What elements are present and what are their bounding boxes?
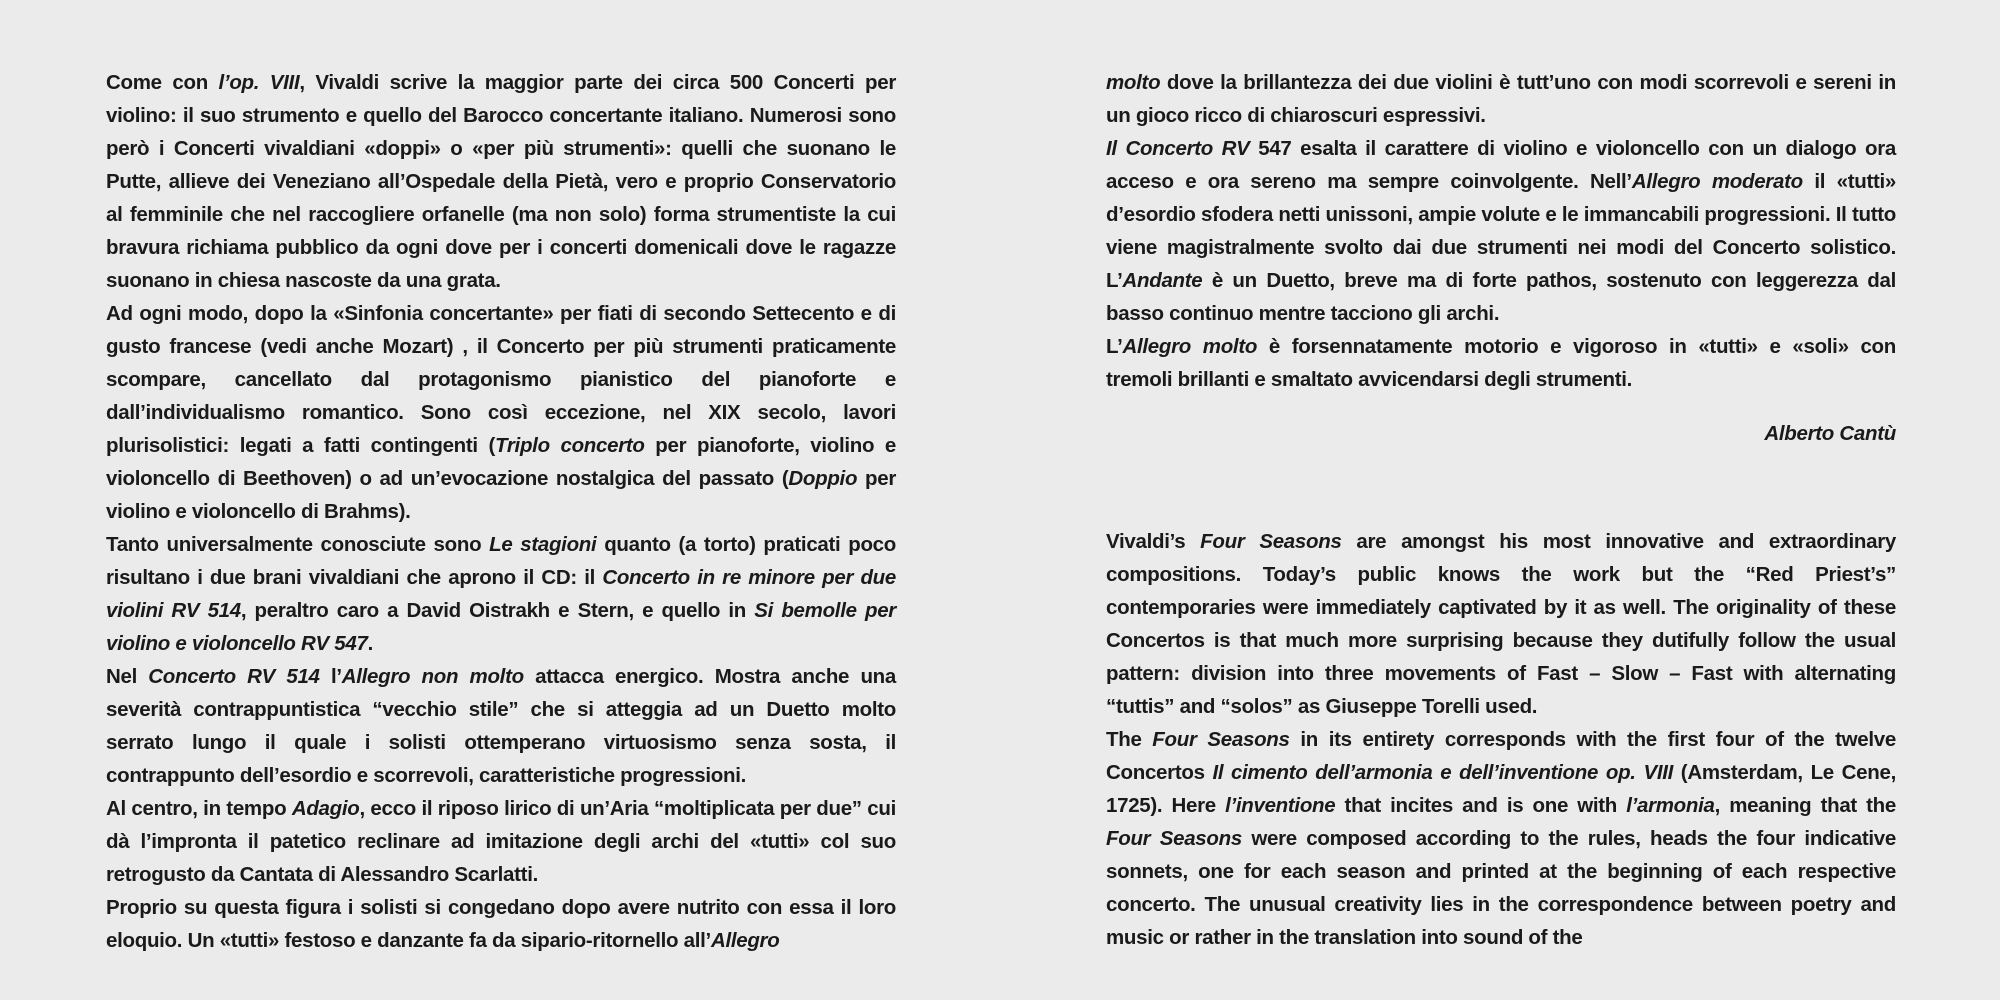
italic-text-run: Allegro non molto [341, 665, 524, 688]
text-run: è un Duetto, breve ma di forte pathos, sostenuto con leggerezza dal basso continuo mentre tacciono gli archi. [1106, 269, 1896, 325]
text-run: were composed according to the rules, heads the four indicative sonnets, one for each season and printed at the beginning of each respective concerto. The unusual creativity lies in the correspondence between poetry and music or rather in the translation into sound of the [1106, 827, 1896, 949]
text-run: in its entirety corresponds with the first four of the twelve Concertos [1106, 728, 1896, 784]
italic-text-run: Allegro [710, 929, 780, 952]
italic-text-run: Four Seasons [1200, 530, 1342, 553]
paragraph [106, 660, 896, 792]
text-run: per violino e violoncello di Brahms). [106, 467, 896, 523]
paragraph [106, 891, 896, 957]
text-run: Ad ogni modo, dopo la «Sinfonia concertante» per fiati di secondo Settecento e di gusto francese (vedi anche Mozart) , il Concerto per più strumenti praticamente scompare, cancellato dal protagonismo pianistico del pianoforte e dall’individualismo romantico. Sono così eccezione, nel XIX secolo, lavori plurisolistici: legati a fatti contingenti ( [106, 302, 896, 457]
italic-text-run: Concerto in re minore per due violini RV 514 [106, 566, 896, 622]
right-page [1000, 0, 2000, 1000]
english-essay-column [1106, 525, 1896, 954]
text-run: dove la brillantezza dei due violini è tutt’uno con modi scorrevoli e sereni in un gioco ricco di chiaroscuri espressivi. [1106, 71, 1896, 127]
text-run: , meaning that the [1714, 794, 1896, 817]
text-run: attacca energico. Mostra anche una severità contrappuntistica “vecchio stile” che si atteggia ad un Duetto molto serrato lungo il quale i solisti ottemperano virtuosismo senza sosta, il contrappunto dell’esordio e scorrevoli, caratteristiche progressioni. [106, 665, 896, 787]
text-run: Proprio su questa figura i solisti si congedano dopo avere nutrito con essa il loro eloquio. Un «tutti» festoso e danzante fa da sipario-ritornello all’ [106, 896, 896, 952]
paragraph [1106, 330, 1896, 396]
author-signature: Alberto Cantù [1764, 422, 1896, 445]
italian-essay-column [106, 66, 896, 957]
italic-text-run: Il cimento dell’armonia e dell’inventione op. VIII [1212, 761, 1674, 784]
italic-text-run: Concerto RV 514 [148, 665, 320, 688]
italic-text-run: Adagio [291, 797, 360, 820]
italic-text-run: Le stagioni [489, 533, 597, 556]
italian-essay-continuation [1106, 66, 1896, 396]
italic-text-run: l’op. VIII [218, 71, 300, 94]
italic-text-run: Triplo concerto [495, 434, 645, 457]
paragraph [1106, 723, 1896, 954]
italic-text-run: Allegro molto [1122, 335, 1258, 358]
text-run: , peraltro caro a David Oistrakh e Stern, e quello in [240, 599, 755, 622]
italic-text-run: Si bemolle per violino e violoncello RV 547 [106, 599, 896, 655]
text-run: 547 esalta il carattere di violino e violoncello con un dialogo ora acceso e ora sereno ma sempre coinvolgente. Nell’ [1106, 137, 1896, 193]
text-run: il «tutti» d’esordio sfodera netti unissoni, ampie volute e le immancabili progressioni. Il tutto viene magistralmente svolto dai due strumenti nei modi del Concerto solistico. L’ [1106, 170, 1897, 292]
italic-text-run: Doppio [788, 467, 858, 490]
text-run: are amongst his most innovative and extraordinary compositions. Today’s public knows the work but the “Red Priest’s” contemporaries were immediately captivated by it as well. The originality of these Concertos is that much more surprising because they dutifully follow the usual pattern: division into three movements of Fast – Slow – Fast with alternating “tuttis” and “solos” as Giuseppe Torelli used. [1106, 530, 1896, 718]
italic-text-run: Andante [1122, 269, 1203, 292]
italic-text-run: molto [1106, 71, 1161, 94]
text-run: Nel [106, 665, 149, 688]
text-run: quanto (a torto) praticati poco risultano i due brani vivaldiani che aprono il CD: il [106, 533, 896, 589]
text-run: Al centro, in tempo [106, 797, 292, 820]
italic-text-run: Four Seasons [1106, 827, 1242, 850]
text-run: (Amsterdam, Le Cene, 1725). Here [1106, 761, 1896, 817]
paragraph [106, 66, 896, 297]
text-run: L’ [1106, 335, 1123, 358]
text-run: , ecco il riposo lirico di un’Aria “moltiplicata per due” cui dà l’impronta il patetico reclinare ad imitazione degli archi del «tutti» col suo retrogusto da Cantata di Alessandro Scarlatti. [106, 797, 896, 886]
text-run: Come con [106, 71, 219, 94]
italic-text-run: Four Seasons [1152, 728, 1290, 751]
text-run: è forsennatamente motorio e vigoroso in «tutti» e «soli» con tremoli brillanti e smaltato avvicendarsi degli strumenti. [1106, 335, 1896, 391]
text-run: Vivaldi’s [1106, 530, 1201, 553]
text-run: The [1106, 728, 1153, 751]
paragraph [106, 792, 896, 891]
text-run: l’ [319, 665, 342, 688]
paragraph [1106, 132, 1896, 330]
text-run: per pianoforte, violino e violoncello di Beethoven) o ad un’evocazione nostalgica del passato ( [106, 434, 896, 490]
paragraph [106, 528, 896, 660]
italic-text-run: Allegro moderato [1631, 170, 1803, 193]
paragraph [1106, 525, 1896, 723]
italic-text-run: Il Concerto RV [1106, 137, 1250, 160]
italic-text-run: l’armonia [1626, 794, 1715, 817]
paragraph [106, 297, 896, 528]
paragraph [1106, 66, 1896, 132]
text-run: . [367, 632, 373, 655]
text-run: , Vivaldi scrive la maggior parte dei circa 500 Concerti per violino: il suo strumento e quello del Barocco concertante italiano. Numerosi sono però i Concerti vivaldiani «doppi» o «per più strumenti»: quelli che suonano le Putte, allieve dei Veneziano all’Ospedale della Pietà, vero e proprio Conservatorio al femminile che nel raccogliere orfanelle (ma non solo) forma strumentiste la cui bravura richiama pubblico da ogni dove per i concerti domenicali dove le ragazze suonano in chiesa nascoste da una grata. [106, 71, 896, 292]
italic-text-run: l’inventione [1225, 794, 1336, 817]
text-run: Tanto universalmente conosciute sono [106, 533, 490, 556]
text-run: that incites and is one with [1335, 794, 1627, 817]
